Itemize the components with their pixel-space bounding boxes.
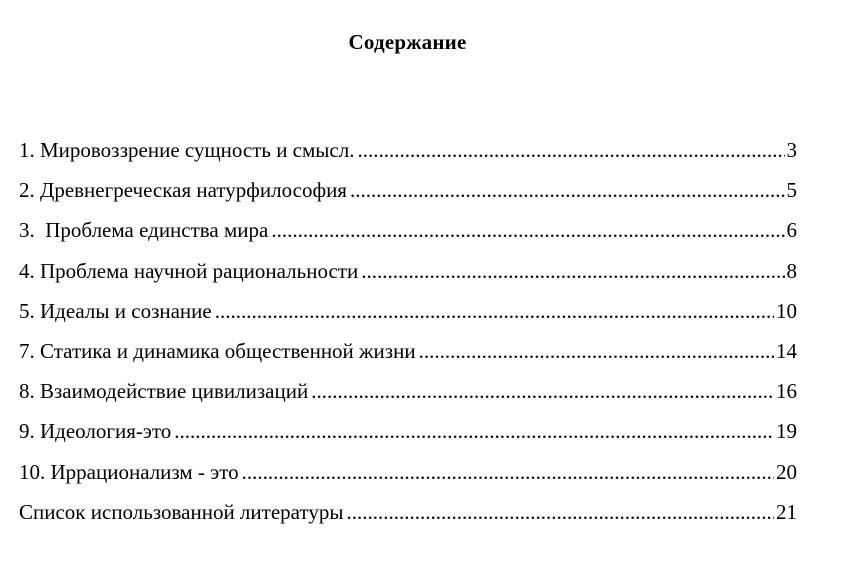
toc-entry-label: 7. Статика и динамика общественной жизни (19, 338, 416, 363)
toc-dot-leader (361, 258, 784, 284)
toc-entry-page-number: 10 (776, 298, 797, 323)
toc-dot-leader (346, 499, 774, 525)
toc-entry (19, 338, 797, 378)
toc-entry (19, 258, 797, 298)
toc-entry-label: 2. Древнегреческая натурфилософия (19, 178, 347, 203)
toc-entry (19, 459, 797, 499)
toc-entry-label: Список использованной литературы (19, 499, 344, 524)
toc-entry-page-number: 21 (776, 499, 797, 524)
toc-dot-leader (174, 418, 774, 444)
toc-dot-leader (350, 177, 785, 203)
toc-entry-page-number: 8 (786, 258, 797, 283)
toc-entry-page-number: 16 (776, 379, 797, 404)
toc-entry-page-number: 3 (786, 138, 797, 162)
toc-dot-leader (357, 137, 784, 163)
toc-entry-label: 8. Взаимодействие цивилизаций (19, 379, 309, 404)
toc-dot-leader (242, 459, 774, 485)
toc-entry-label: 9. Идеология-это (19, 419, 172, 444)
toc-dot-leader (419, 338, 774, 364)
toc-entry (19, 298, 797, 338)
toc-dot-leader (311, 378, 774, 404)
toc-dot-leader (215, 298, 774, 324)
toc-entry-label: 10. Иррационализм - это (19, 459, 239, 484)
toc-entry-page-number: 20 (776, 459, 797, 484)
toc-entry (19, 499, 797, 539)
toc-entry-label: 3. Проблема единства мира (19, 218, 269, 243)
toc-entry-label: 1. Мировоззрение сущность и смысл. (19, 138, 355, 162)
toc-entry-page-number: 14 (776, 338, 797, 363)
toc-entry (19, 217, 797, 257)
toc-entry-page-number: 19 (776, 419, 797, 444)
table-of-contents (19, 137, 797, 539)
page-title: Содержание (348, 30, 467, 54)
toc-entry (19, 378, 797, 418)
toc-dot-leader (271, 217, 784, 243)
toc-entry (19, 177, 797, 217)
toc-entry (19, 137, 797, 177)
toc-entry-page-number: 5 (786, 178, 797, 203)
toc-entry-label: 4. Проблема научной рациональности (19, 258, 359, 283)
toc-entry-label: 5. Идеалы и сознание (19, 298, 212, 323)
toc-entry (19, 418, 797, 458)
toc-entry-page-number: 6 (786, 218, 797, 243)
